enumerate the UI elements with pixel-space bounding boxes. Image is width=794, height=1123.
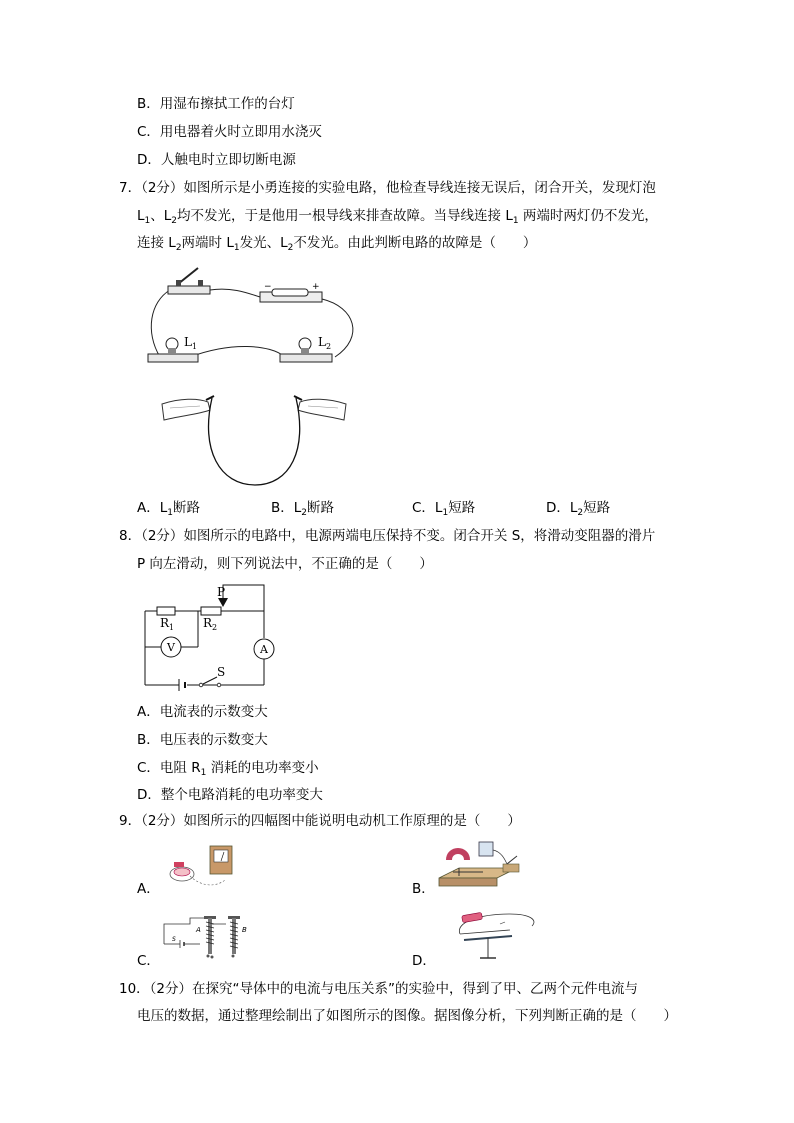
q9-stem-line1: 9．（2分）如图所示的四幅图中能说明电动机工作原理的是（ ） xyxy=(119,813,521,829)
q7-stem-line1: 7．（2分）如图所示是小勇连接的实验电路，他检查导线连接无误后，闭合开关，发现灯泡 xyxy=(119,180,656,196)
q8-option-c: C．电阻 $R_1$ 消耗的电功率变小 xyxy=(137,760,319,778)
q9-figure-a xyxy=(160,842,245,892)
q9-option-a: A． xyxy=(137,881,160,897)
q8-r1-label: $R_1$ xyxy=(160,616,175,632)
q7-option-b: B．$L_2$断路 xyxy=(271,500,335,518)
q9-option-c: C． xyxy=(137,953,160,969)
q9-option-b: B． xyxy=(412,881,435,897)
q9-option-d: D． xyxy=(412,953,436,969)
q10-number: 10．（2分） xyxy=(119,981,193,997)
q8-ammeter-label: A xyxy=(260,643,268,656)
q8-stem-line2: P 向左滑动，则下列说法中，不正确的是（ ） xyxy=(137,556,433,572)
q7-lamp2-label: $L_2$ xyxy=(318,335,332,351)
q7-circuit-figure xyxy=(140,262,370,377)
q7-number: 7．（2分） xyxy=(119,180,184,196)
q9-c-label-b: B xyxy=(242,926,247,934)
q8-voltmeter-label: V xyxy=(167,641,175,654)
q6-option-c: C．用电器着火时立即用水浇灭 xyxy=(137,124,322,140)
q8-switch-label: S xyxy=(217,665,226,679)
q7-test-wire-figure xyxy=(160,390,350,490)
q8-option-b: B．电压表的示数变大 xyxy=(137,732,268,748)
q6-option-d: D．人触电时立即切断电源 xyxy=(137,152,296,168)
q7-battery-plus: + xyxy=(312,282,320,292)
q9-figure-b xyxy=(437,838,527,896)
q8-r2-label: $R_2$ xyxy=(203,616,218,632)
q9-c-switch-label: S xyxy=(172,936,176,943)
q7-option-d: D．$L_2$短路 xyxy=(546,500,611,518)
q8-slider-label: P xyxy=(217,585,226,599)
q8-option-a: A．电流表的示数变大 xyxy=(137,704,268,720)
q9-number: 9．（2分） xyxy=(119,813,184,829)
q7-lamp1-label: $L_1$ xyxy=(184,335,198,351)
q10-stem-line2: 电压的数据，通过整理绘制出了如图所示的图像。据图像分析，下列判断正确的是（ ） xyxy=(137,1008,677,1024)
q6-option-b: B．用湿布擦拭工作的台灯 xyxy=(137,96,295,112)
q9-figure-d xyxy=(450,904,540,964)
q8-stem-line1: 8．（2分）如图所示的电路中，电源两端电压保持不变。闭合开关 S，将滑动变阻器的滑片 xyxy=(119,528,656,544)
q9-c-label-a: A xyxy=(196,926,201,934)
q8-number: 8．（2分） xyxy=(119,528,184,544)
q7-option-a: A．$L_1$断路 xyxy=(137,500,200,518)
q7-stem-line3: 连接 $L_2$两端时 $L_1$发光、$L_2$不发光。由此判断电路的故障是（ ） xyxy=(137,235,537,253)
q8-option-d: D．整个电路消耗的电功率变大 xyxy=(137,787,323,803)
q7-option-c: C．$L_1$短路 xyxy=(412,500,476,518)
q7-battery-minus: − xyxy=(264,282,272,292)
q10-stem-line1: 10．（2分）在探究“导体中的电流与电压关系”的实验中，得到了甲、乙两个元件电流与 xyxy=(119,981,639,997)
q9-figure-c xyxy=(160,910,250,962)
q8-circuit-diagram xyxy=(143,583,278,693)
q7-stem-line2: $L_1$、$L_2$均不发光，于是他用一根导线来排查故障。当导线连接 $L_1$ 两端时两灯仍不发光， xyxy=(137,208,658,226)
